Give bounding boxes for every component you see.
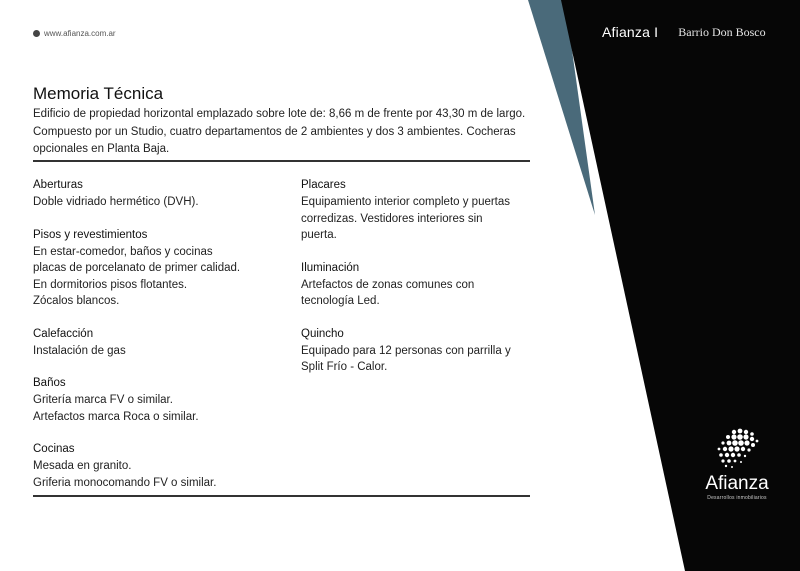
logo-name: Afianza (705, 473, 769, 494)
section-aberturas (33, 177, 268, 211)
right-column (301, 177, 536, 392)
section-heading: Baños (33, 377, 66, 389)
afianza-logo (697, 428, 777, 501)
section-cocinas (33, 441, 268, 491)
section-body: Artefactos de zonas comunes con tecnología Led. (301, 278, 475, 307)
intro-paragraph: Edificio de propiedad horizontal emplazado sobre lote de: 8,66 m de frente por 43,30 m de largo. Compuesto por un Studio, cuatro departamentos de 2 ambientes y dos 3 ambientes. Cocheras opcionales en Planta Baja. (33, 108, 526, 155)
logo-tagline: Desarrollos inmobiliarios (707, 495, 767, 501)
section-heading: Iluminación (301, 261, 360, 274)
section-heading: Aberturas (33, 179, 83, 191)
section-pisos (33, 227, 268, 310)
section-body: Doble vidriado hermético (DVH). (33, 196, 199, 208)
halftone-logo-icon (714, 428, 760, 470)
section-body: Equipado para 12 personas con parrilla y Split Frío - Calor. (301, 344, 511, 373)
page-title: Memoria Técnica (33, 84, 164, 103)
brand-subtitle: Barrio Don Bosco (678, 24, 766, 39)
website-text: www.afianza.com.ar (44, 29, 116, 38)
section-quincho (301, 326, 536, 376)
section-heading: Calefacción (33, 327, 94, 340)
brand-header (602, 24, 780, 40)
section-body: Equipamiento interior completo y puertas corredizas. Vestidores interiores sin puerta. (301, 196, 511, 241)
section-calefaccion (33, 326, 268, 360)
divider-top (33, 160, 530, 162)
section-body: Mesada en granito. Griferia monocomando FV o similar. (33, 460, 217, 489)
section-body: Gritería marca FV o similar. Artefactos marca Roca o similar. (33, 394, 199, 423)
section-banos (33, 375, 268, 425)
left-column (33, 177, 268, 507)
section-body: Instalación de gas (33, 344, 126, 357)
website-url (33, 29, 116, 38)
section-body: En estar-comedor, baños y cocinas placas de porcelanato de primer calidad. En dormitorios pisos flotantes. Zócalos blancos. (33, 245, 241, 307)
section-iluminacion (301, 260, 536, 310)
section-heading: Pisos y revestimientos (33, 228, 148, 241)
section-placares (301, 177, 536, 244)
section-heading: Cocinas (33, 443, 75, 455)
divider-bottom (33, 495, 530, 497)
brand-title: Afianza I (602, 24, 659, 40)
globe-icon (33, 30, 40, 37)
section-heading: Quincho (301, 327, 344, 340)
section-heading: Placares (301, 179, 346, 191)
